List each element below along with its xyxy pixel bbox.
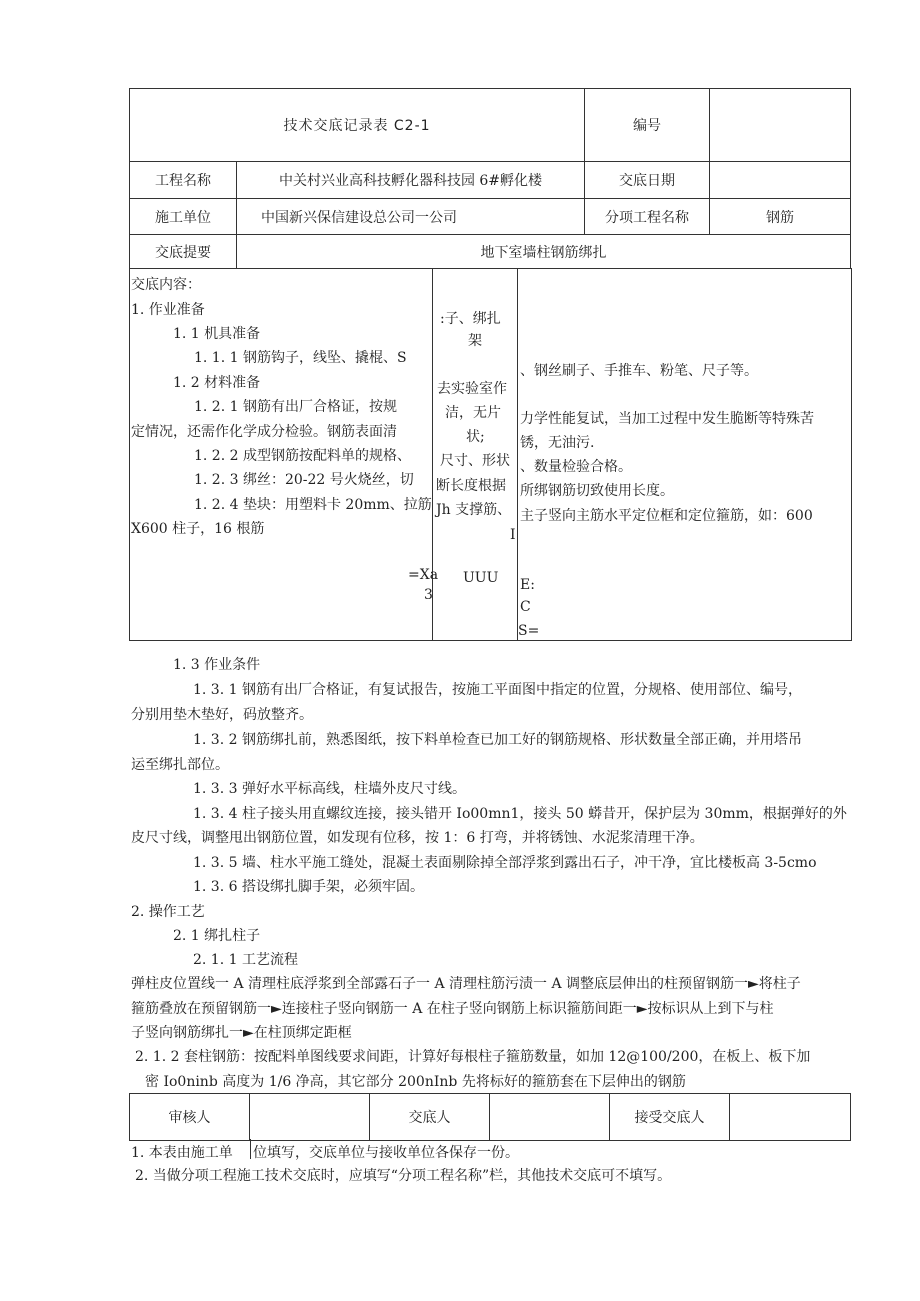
- content-line: :子、绑扎: [440, 311, 501, 327]
- content-line: 断长度根据: [436, 478, 506, 494]
- content-line: 所绑钢筋切致使用长度。: [520, 483, 674, 499]
- note-line: 1. 本表由施工单: [131, 1145, 233, 1161]
- number-value[interactable]: [710, 89, 851, 162]
- content-line: 架: [468, 333, 482, 349]
- summary-value[interactable]: 地下室墙柱钢筋绑扎: [237, 235, 851, 269]
- content-line: 去实验室作: [437, 381, 507, 397]
- subproject-value[interactable]: 钢筋: [710, 199, 851, 235]
- header-table: [129, 88, 851, 269]
- body-line: 皮尺寸线，调整甩出钢筋位置，如发现有位移，按 1：6 打弯，并将锈蚀、水泥浆清理干净。: [131, 830, 704, 846]
- note-line: 位填写，交底单位与接收单位各保存一份。: [253, 1145, 519, 1161]
- column-divider-1: [432, 268, 433, 640]
- form-title: 技术交底记录表 C2-1: [130, 89, 585, 162]
- body-line: 1. 3. 3 弹好水平标高线，柱墙外皮尺寸线。: [193, 781, 466, 797]
- body-line: 密 Io0ninb 高度为 1/6 净高，其它部分 200nInb 先将标好的箍筋套在下层伸出的钢筋: [145, 1074, 686, 1090]
- content-line: =Xa: [408, 567, 439, 583]
- body-line: 1. 3. 2 钢筋绑扎前，熟悉图纸，按下料单检查已加工好的钢筋规格、形状数量全部正确，并用塔吊: [193, 732, 802, 748]
- receiver-label: 接受交底人: [610, 1094, 730, 1141]
- receiver-value[interactable]: [730, 1094, 851, 1141]
- content-line: 定情况，还需作化学成分检验。钢筋表面清: [131, 424, 397, 440]
- section-heading: 2. 1 绑扎柱子: [173, 928, 261, 944]
- content-line: C: [520, 599, 531, 615]
- content-line: 主子竖向主筋水平定位框和定位箍筋，如：600: [520, 508, 813, 524]
- body-line: 1. 3. 1 钢筋有出厂合格证，有复试报告，按施工平面图中指定的位置，分规格、使用部位、编号，: [193, 682, 802, 698]
- content-line: 尺寸、形状: [440, 453, 510, 469]
- content-line: X600 柱子，16 根筋: [131, 521, 265, 537]
- body-line: 1. 3. 5 墙、柱水平施工缝处，混凝土表面剔除掉全部浮浆到露出石子，冲干净，宜比楼板高 3-5cmo: [193, 855, 817, 871]
- date-value[interactable]: [710, 162, 851, 199]
- unit-label: 施工单位: [130, 199, 237, 235]
- content-line: 力学性能复试，当加工过程中发生脆断等特殊苦: [520, 411, 814, 427]
- content-line: 、钢丝刷子、手推车、粉笔、尺子等。: [520, 363, 758, 379]
- signature-table: [129, 1093, 851, 1141]
- project-name-value[interactable]: 中关村兴业高科技孵化器科技园 6#孵化楼: [237, 162, 585, 199]
- body-line: 分别用垫木垫好，码放整齐。: [131, 707, 313, 723]
- content-line: 1. 2. 1 钢筋有出厂合格证，按规: [194, 399, 397, 415]
- discloser-value[interactable]: [490, 1094, 610, 1141]
- content-line: Jh 支撑筋、: [436, 502, 512, 518]
- content-line: 1. 2. 4 垫块：用塑料卡 20mm、拉筋: [194, 497, 432, 513]
- body-line: 弹柱皮位置线一 A 清理柱底浮浆到全部露石子一 A 清理柱筋污渍一 A 调整底层伸出的柱预留钢筋一►将柱子: [131, 976, 801, 992]
- body-line: 2. 1. 2 套柱钢筋：按配料单图线要求间距，计算好每根柱子箍筋数量，如加 12@100/200，在板上、板下加: [135, 1049, 811, 1065]
- content-line: I: [510, 527, 516, 543]
- section-heading: 2. 操作工艺: [131, 904, 205, 920]
- reviewer-label: 审核人: [130, 1094, 250, 1141]
- reviewer-value[interactable]: [250, 1094, 370, 1141]
- content-line: 1. 2. 2 成型钢筋按配料单的规格、: [194, 448, 411, 464]
- project-name-label: 工程名称: [130, 162, 237, 199]
- content-line: 3: [424, 587, 433, 603]
- date-label: 交底日期: [585, 162, 710, 199]
- content-line: 1. 1. 1 钢筋钩子，线坠、撬棍、S: [194, 350, 407, 366]
- body-line: 子竖向钢筋绑扎一►在柱顶绑定距框: [131, 1025, 352, 1041]
- body-line: 1. 3. 4 柱子接头用直螺纹连接，接头错开 Io00mn1，接头 50 蟒昔开，保护层为 30mm，根据弹好的外: [193, 806, 847, 822]
- content-line: 1. 作业准备: [131, 302, 205, 318]
- content-line: 1. 2 材料准备: [173, 375, 261, 391]
- summary-label: 交底提要: [130, 235, 237, 269]
- content-line: 状;: [466, 429, 485, 445]
- content-line: 1. 2. 3 绑丝：20-22 号火烧丝，切: [194, 472, 414, 488]
- content-line: S=: [518, 623, 540, 639]
- body-line: 1. 3. 6 搭设绑扎脚手架，必须牢固。: [193, 879, 424, 895]
- discloser-label: 交底人: [370, 1094, 490, 1141]
- unit-value[interactable]: 中国新兴保信建设总公司一公司: [237, 199, 585, 235]
- subproject-label: 分项工程名称: [585, 199, 710, 235]
- body-line: 箍筋叠放在预留钢筋一►连接柱子竖向钢筋一 A 在柱子竖向钢筋上标识箍筋间距一►按标识从上到下与柱: [131, 1001, 774, 1017]
- section-heading: 2. 1. 1 工艺流程: [193, 952, 298, 968]
- content-line: 1. 1 机具准备: [173, 326, 261, 342]
- section-heading: 1. 3 作业条件: [173, 657, 261, 673]
- content-line: 交底内容：: [131, 277, 201, 293]
- number-label: 编号: [585, 89, 710, 162]
- note-divider: [250, 1139, 251, 1159]
- content-line: 锈，无油污.: [520, 435, 595, 451]
- column-divider-2: [517, 268, 518, 640]
- content-line: E:: [520, 577, 535, 593]
- content-line: 、数量检验合格。: [520, 459, 632, 475]
- body-line: 运至绑扎部位。: [131, 757, 229, 773]
- content-line: UUU: [463, 570, 499, 586]
- content-line: 洁，无片: [445, 405, 501, 421]
- note-line: 2. 当做分项工程施工技术交底时，应填写“分项工程名称”栏，其他技术交底可不填写。: [135, 1168, 672, 1184]
